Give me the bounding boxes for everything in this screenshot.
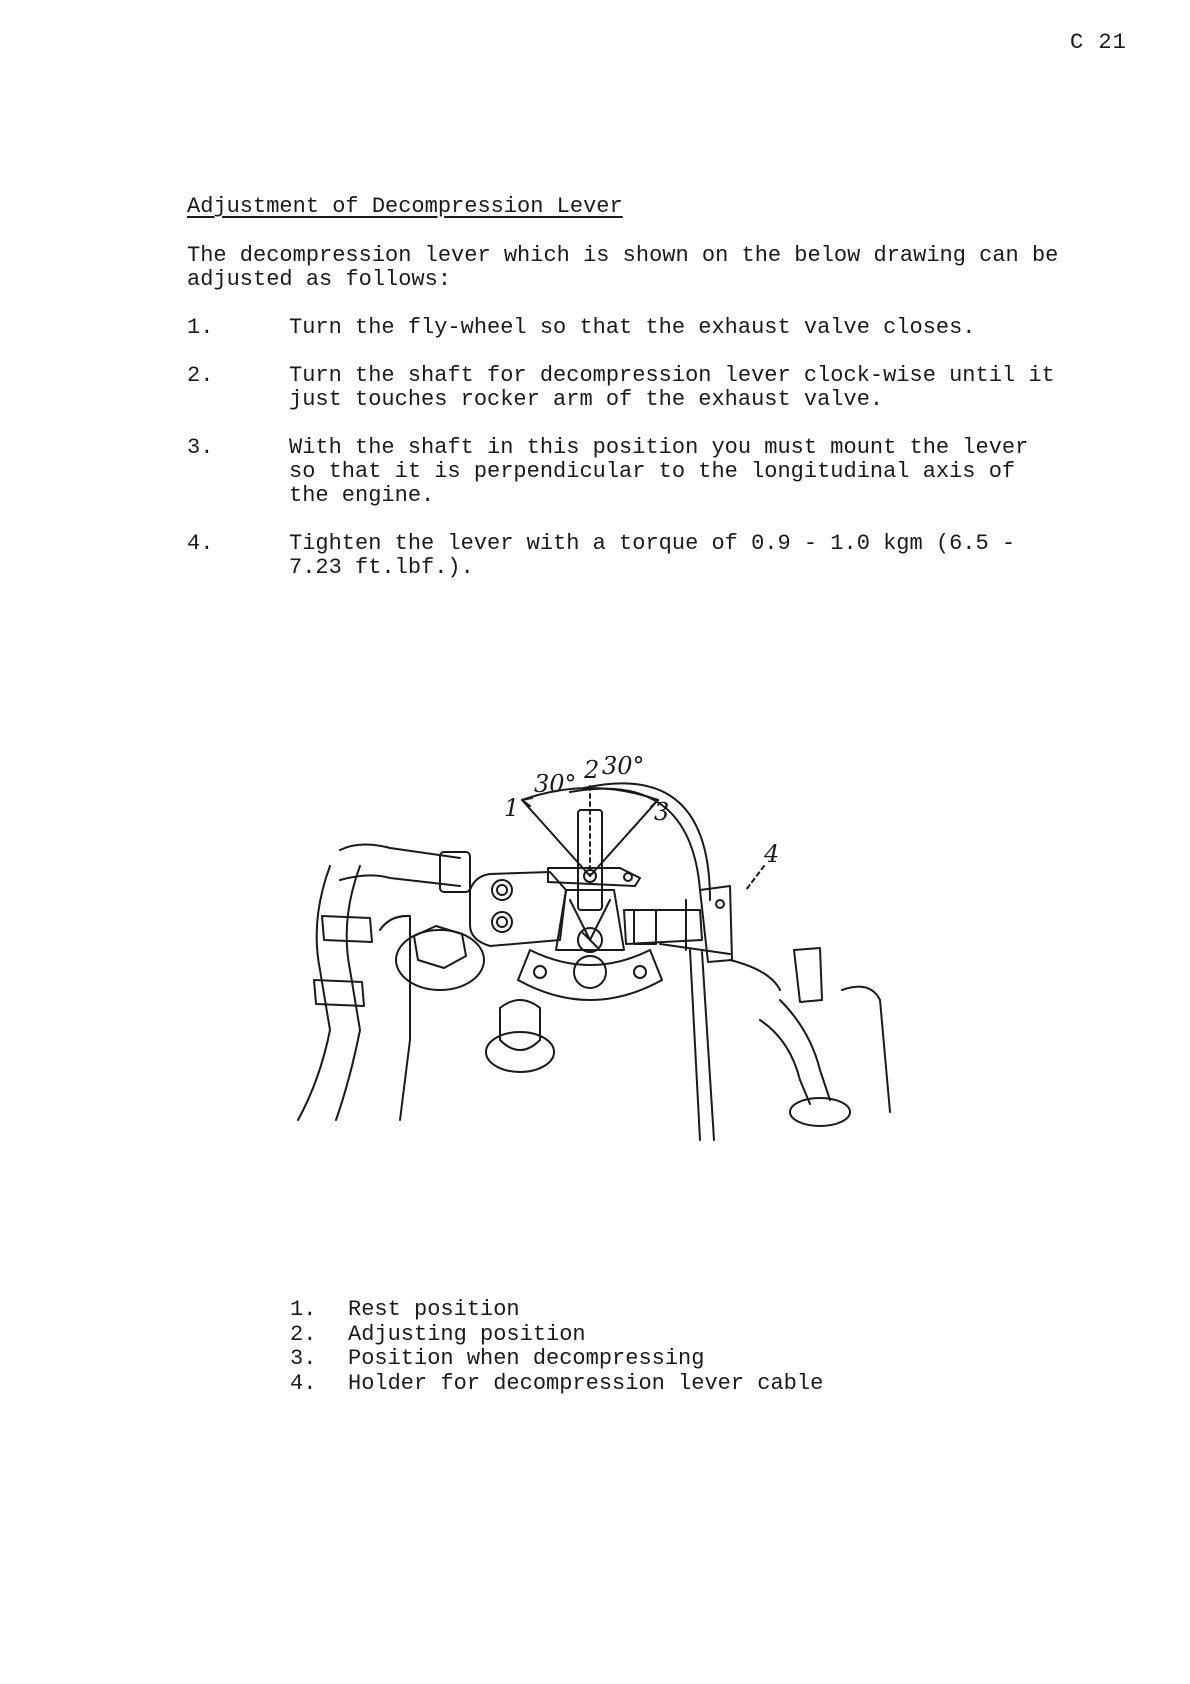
- section-heading: Adjustment of Decompression Lever: [187, 194, 623, 219]
- intro-paragraph: The decompression lever which is shown on the below drawing can be adjusted as follows:: [187, 243, 1059, 292]
- legend-text: Position when decompressing: [348, 1346, 705, 1371]
- step-text: With the shaft in this position you must mount the lever so that it is perpendicular to the longitudinal axis of the engine.: [289, 435, 1029, 508]
- filler-cap: [396, 926, 554, 1072]
- step-text: Turn the fly-wheel so that the exhaust valve closes.: [289, 315, 976, 340]
- step-item: [187, 364, 1067, 412]
- angle-label-right: 30°: [602, 752, 645, 780]
- step-number: 3.: [187, 435, 214, 460]
- figure-legend: [290, 1298, 823, 1396]
- legend-text: Adjusting position: [348, 1321, 586, 1347]
- legend-item: [290, 1347, 823, 1372]
- right-pipe: [730, 948, 890, 1126]
- cable-holder-bracket: [624, 886, 732, 1140]
- page-number: C 21: [1070, 30, 1127, 55]
- step-item: [187, 316, 1067, 340]
- legend-item: [290, 1372, 823, 1397]
- angle-label-left: 30°: [534, 770, 577, 798]
- decompression-lever-drawing: [290, 740, 970, 1210]
- step-text: Tighten the lever with a torque of 0.9 - 1.0 kgm (6.5 - 7.23 ft.lbf.).: [289, 531, 1016, 580]
- step-item: [187, 436, 1067, 508]
- legend-item: [290, 1323, 823, 1348]
- step-number: 1.: [187, 315, 214, 340]
- callout-4-leader: [746, 866, 764, 890]
- legend-text: Holder for decompression lever cable: [348, 1370, 824, 1396]
- legend-number: 2.: [290, 1321, 317, 1347]
- step-number: 4.: [187, 531, 214, 556]
- callout-2: 2: [584, 756, 600, 784]
- step-text: Turn the shaft for decompression lever clock-wise until it just touches rocker arm of the exhaust valve.: [289, 363, 1055, 412]
- legend-number: 4.: [290, 1370, 317, 1396]
- legend-number: 1.: [290, 1297, 317, 1322]
- callout-4: 4: [764, 840, 780, 868]
- legend-number: 3.: [290, 1346, 317, 1371]
- legend-text: Rest position: [348, 1297, 520, 1322]
- legend-item: [290, 1298, 823, 1323]
- left-hose: [298, 844, 470, 1120]
- step-item: [187, 532, 1067, 580]
- step-number: 2.: [187, 363, 214, 388]
- adjustment-steps: [187, 316, 1067, 604]
- callout-1: 1: [504, 794, 520, 822]
- callout-3: 3: [654, 798, 670, 826]
